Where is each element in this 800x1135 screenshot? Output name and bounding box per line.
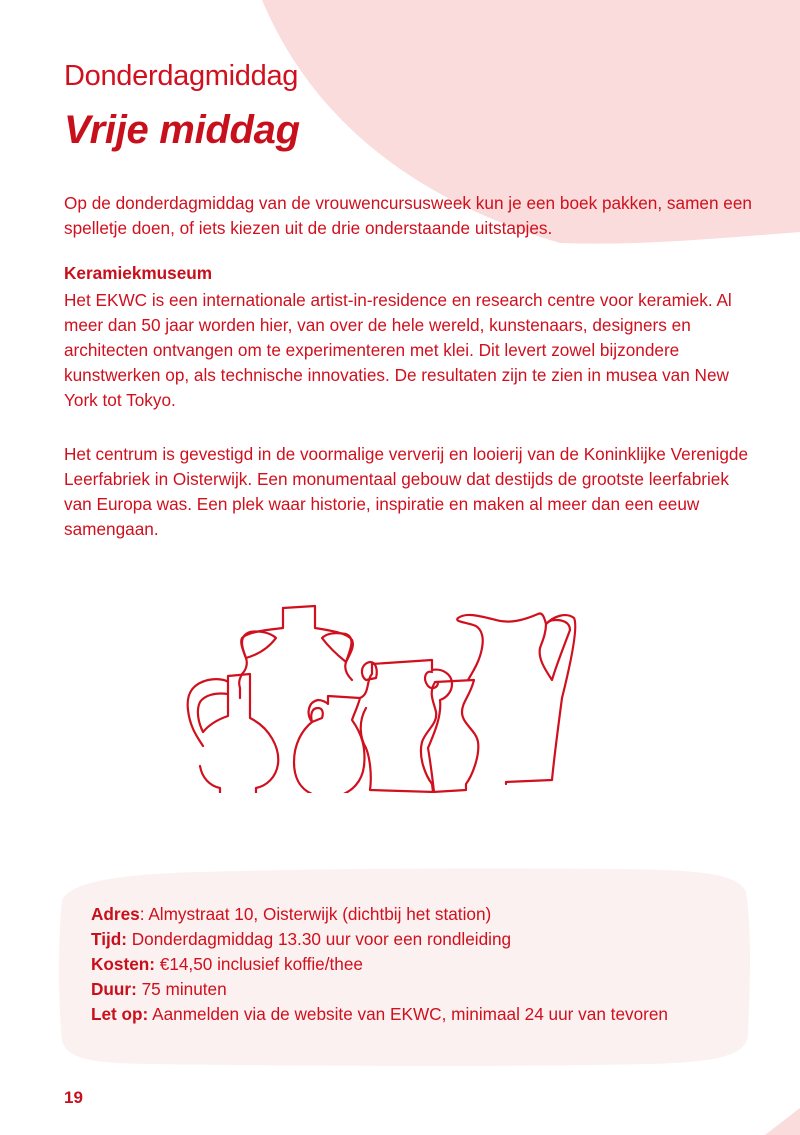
info-label: Tijd: xyxy=(91,929,127,949)
info-value: Almystraat 10, Oisterwijk (dichtbij het station) xyxy=(144,904,492,924)
info-value: Donderdagmiddag 13.30 uur voor een rondleiding xyxy=(126,929,512,949)
intro-paragraph: Op de donderdagmiddag van de vrouwencursusweek kun je een boek pakken, samen een spelletje doen, of iets kiezen uit de drie onderstaande uitstapjes. xyxy=(64,193,752,238)
info-item-address xyxy=(91,902,668,927)
section-heading: Keramiekmuseum xyxy=(64,263,213,283)
info-item-note xyxy=(91,1002,668,1027)
page-number: 19 xyxy=(64,1088,83,1107)
info-item-duration xyxy=(91,977,668,1002)
info-item-cost xyxy=(91,952,668,977)
info-item-time xyxy=(91,927,668,952)
info-list xyxy=(91,902,668,1027)
ceramic-vases-icon xyxy=(170,598,580,793)
page-title: Vrije middag xyxy=(64,108,300,152)
page-subtitle: Donderdagmiddag xyxy=(64,60,299,92)
info-value: 75 minuten xyxy=(136,979,227,999)
info-value: €14,50 inclusief koffie/thee xyxy=(154,954,363,974)
info-label: Let op: xyxy=(91,1004,149,1024)
section-paragraph-1: Het EKWC is een internationale artist-in-residence en research centre voor keramiek. Al meer dan 50 jaar worden hier, van over de hele wereld, kunstenaars, designers en architecten ontvangen om te experimenteren met klei. Dit levert zowel bijzondere kunstwerken op, als technische innovaties. De resultaten zijn te zien in musea van New York tot Tokyo. xyxy=(64,290,732,410)
section-paragraph-2: Het centrum is gevestigd in de voormalige ververij en looierij van de Koninklijke Verenigde Leerfabriek in Oisterwijk. Een monumentaal gebouw dat destijds de grootste leerfabriek van Europa was. Een plek waar historie, inspiratie en maken al meer dan een eeuw samengaan. xyxy=(64,444,749,539)
info-label: Duur: xyxy=(91,979,137,999)
info-label: Kosten: xyxy=(91,954,155,974)
info-label: Adres xyxy=(91,904,140,924)
info-separator: : xyxy=(139,904,145,924)
info-value: Aanmelden via de website van EKWC, minimaal 24 uur van tevoren xyxy=(148,1004,668,1024)
